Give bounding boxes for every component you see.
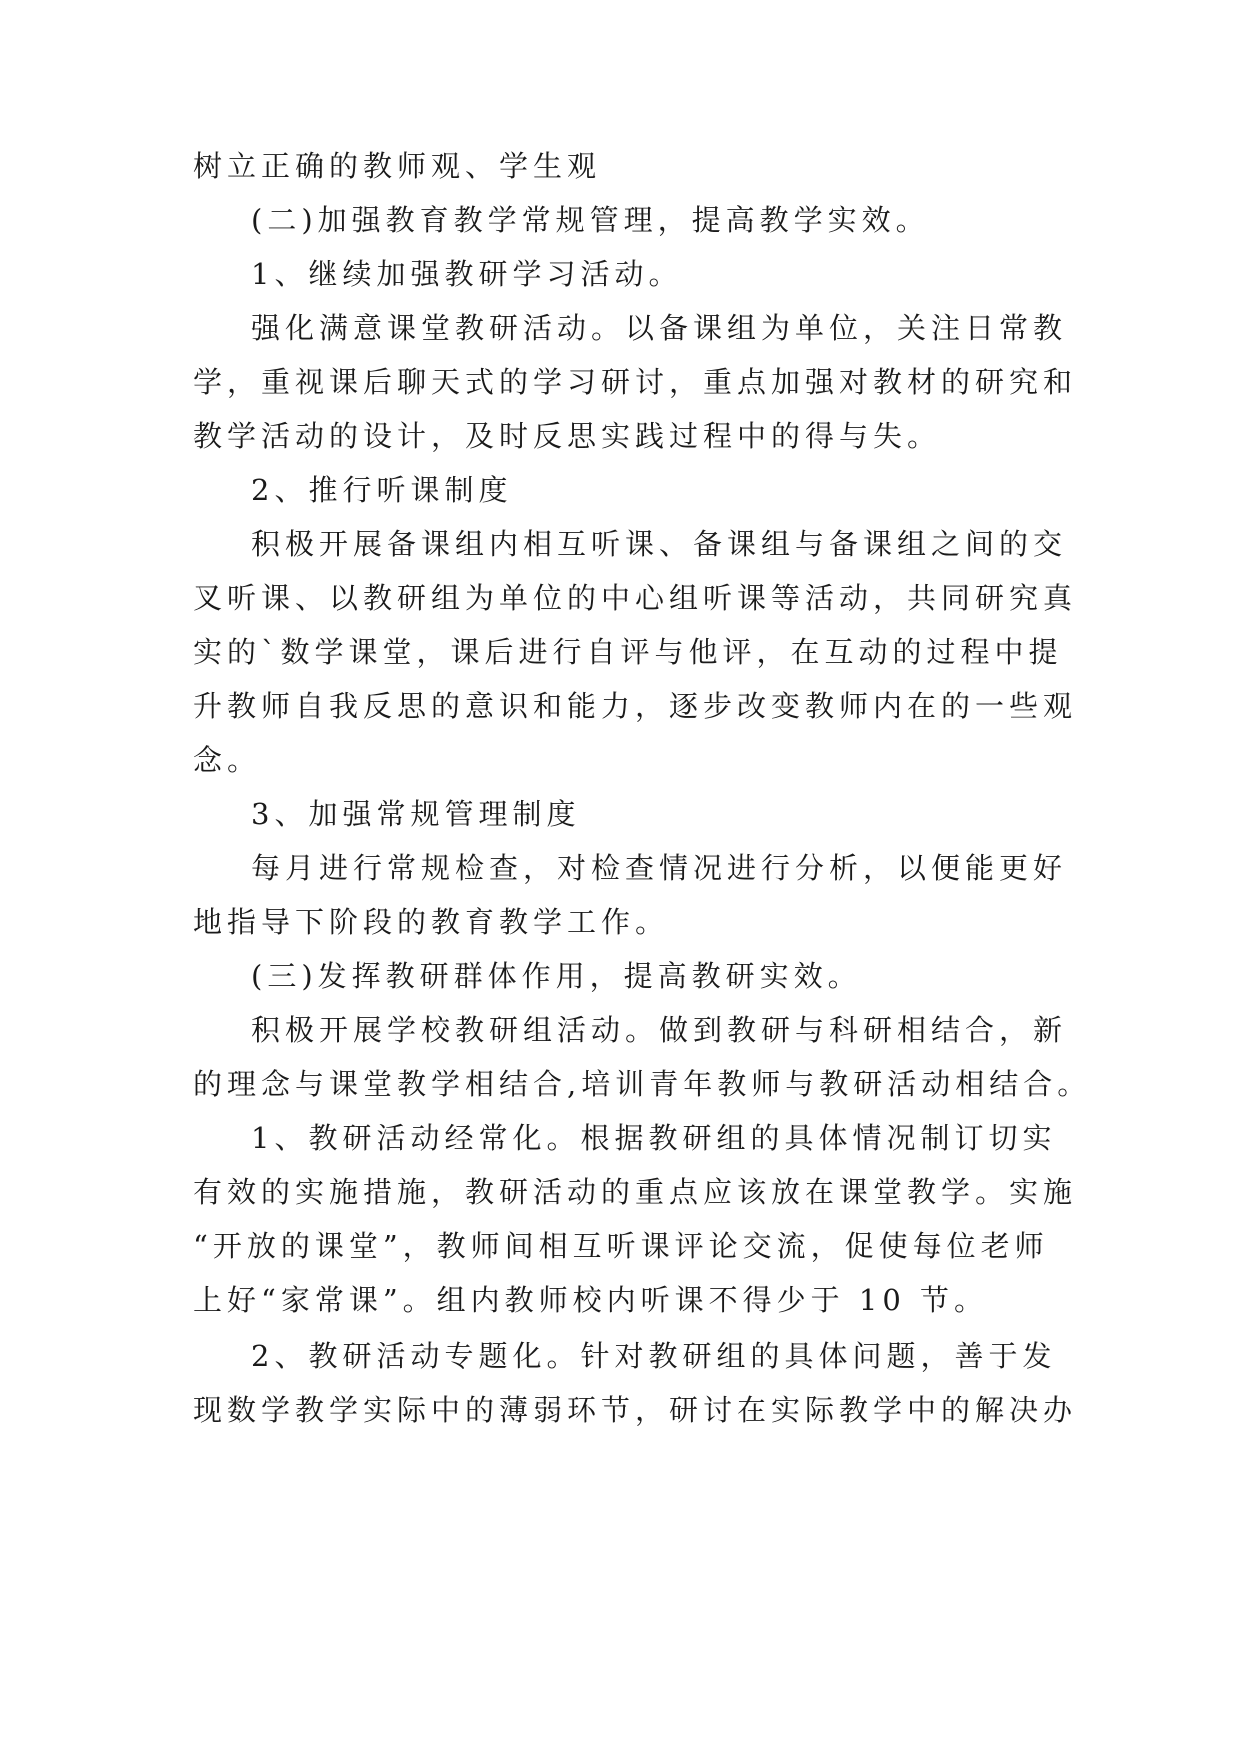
text-line: 上好“家常课”。组内教师校内听课不得少于 10 节。 — [193, 1283, 988, 1317]
text-line: “开放的课堂”，教师间相互听课评论交流，促使每位老师 — [193, 1229, 1049, 1263]
text-line: 现数学教学实际中的薄弱环节，研讨在实际教学中的解决办 — [193, 1393, 1078, 1427]
section-heading: (二)加强教育教学常规管理，提高教学实效。 — [251, 203, 930, 237]
section-heading: (三)发挥教研群体作用，提高教研实效。 — [251, 959, 862, 993]
text-line: 积极开展学校教研组活动。做到教研与科研相结合，新 — [251, 1013, 1068, 1047]
subsection-heading: 3、加强常规管理制度 — [251, 797, 581, 831]
text-line: 叉听课、以教研组为单位的中心组听课等活动，共同研究真 — [193, 581, 1078, 615]
text-line: 教学活动的设计，及时反思实践过程中的得与失。 — [193, 419, 942, 453]
subsection-heading: 2、推行听课制度 — [251, 473, 513, 507]
text-line: 每月进行常规检查，对检查情况进行分析，以便能更好 — [251, 851, 1068, 885]
text-line: 实的`数学课堂，课后进行自评与他评，在互动的过程中提 — [193, 635, 1063, 669]
text-line: 的理念与课堂教学相结合,培训青年教师与教研活动相结合。 — [193, 1067, 1092, 1101]
text-line: 2、教研活动专题化。针对教研组的具体问题，善于发 — [251, 1339, 1057, 1373]
text-line: 1、教研活动经常化。根据教研组的具体情况制订切实 — [251, 1121, 1057, 1155]
text-line: 升教师自我反思的意识和能力，逐步改变教师内在的一些观 — [193, 689, 1078, 723]
text-line: 念。 — [193, 743, 262, 777]
text-line: 有效的实施措施，教研活动的重点应该放在课堂教学。实施 — [193, 1175, 1078, 1209]
text-line: 强化满意课堂教研活动。以备课组为单位，关注日常教 — [251, 311, 1068, 345]
text-line: 树立正确的教师观、学生观 — [193, 149, 602, 183]
subsection-heading: 1、继续加强教研学习活动。 — [251, 257, 683, 291]
text-line: 学，重视课后聊天式的学习研讨，重点加强对教材的研究和 — [193, 365, 1078, 399]
text-line: 地指导下阶段的教育教学工作。 — [193, 905, 670, 939]
text-line: 积极开展备课组内相互听课、备课组与备课组之间的交 — [251, 527, 1068, 561]
